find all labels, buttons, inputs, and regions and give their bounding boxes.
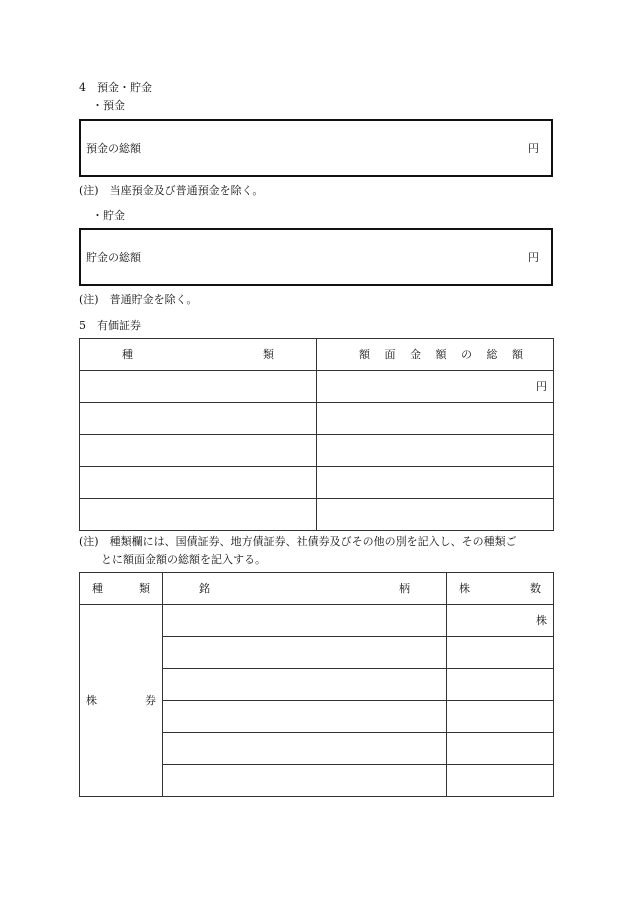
table-header-row [80,573,554,605]
table-row [80,499,554,531]
header-shares-cell [447,573,554,605]
header-char: 類 [139,582,150,595]
yen-unit: 円 [536,380,547,393]
savings-total-label: 貯金の総額 [86,251,141,264]
table-row [80,435,554,467]
deposit-note: (注) 当座預金及び普通預金を除く。 [79,184,264,197]
deposit-yen-unit: 円 [528,142,539,155]
header-char: の [461,348,472,361]
header-char: 類 [263,348,274,361]
brand-cell [163,669,447,701]
shares-unit: 株 [536,614,547,627]
header-char: 総 [486,348,498,361]
amount-cell [317,467,554,499]
table-row [80,371,554,403]
row-label-char: 株 [86,694,97,707]
header-char: 面 [384,348,396,361]
section4-heading: 4 預金・貯金 [79,81,152,94]
savings-note: (注) 普通貯金を除く。 [79,293,198,306]
deposit-subheading: ・預金 [92,99,125,112]
brand-cell [163,701,447,733]
table-row [80,467,554,499]
header-brand-cell [163,573,447,605]
header-char: 額 [512,348,523,361]
savings-total-box [79,228,553,286]
brand-cell [163,765,447,797]
amount-cell [317,403,554,435]
header-char: 銘 [199,582,210,595]
header-char: 数 [530,582,541,595]
type-cell [80,371,317,403]
header-type-cell [80,573,163,605]
savings-yen-unit: 円 [528,251,539,264]
header-char: 金 [410,348,421,361]
type-cell [80,403,317,435]
securities-note-line1: (注) 種類欄には、国債証券、地方債証券、社債券及びその他の別を記入し、その種類ご [79,535,517,548]
stock-shares-table [79,572,554,797]
deposit-total-label: 預金の総額 [86,142,141,155]
header-char: 額 [435,348,447,361]
deposit-total-box [79,119,553,177]
shares-cell [447,637,554,669]
stock-type-cell [80,605,163,797]
brand-cell [163,733,447,765]
brand-cell [163,637,447,669]
brand-cell [163,605,447,637]
table-row [80,403,554,435]
type-cell [80,435,317,467]
amount-cell [317,499,554,531]
securities-note-line2: とに額面金額の総額を記入する。 [101,553,266,566]
row-label-char: 券 [145,694,156,707]
header-char: 額 [359,348,370,361]
header-char: 株 [459,582,470,595]
shares-cell [447,701,554,733]
shares-cell [447,733,554,765]
shares-cell [447,605,554,637]
header-char: 種 [122,348,133,361]
amount-cell [317,371,554,403]
type-cell [80,467,317,499]
header-char: 種 [92,582,103,595]
header-type-cell [80,339,317,371]
amount-cell [317,435,554,467]
securities-amount-table [79,338,554,531]
section5-heading: 5 有価証券 [79,319,141,332]
savings-subheading: ・貯金 [92,209,125,222]
shares-cell [447,669,554,701]
table-row [80,605,554,637]
header-char: 柄 [399,582,410,595]
shares-cell [447,765,554,797]
type-cell [80,499,317,531]
table-header-row [80,339,554,371]
header-amount-cell [317,339,554,371]
